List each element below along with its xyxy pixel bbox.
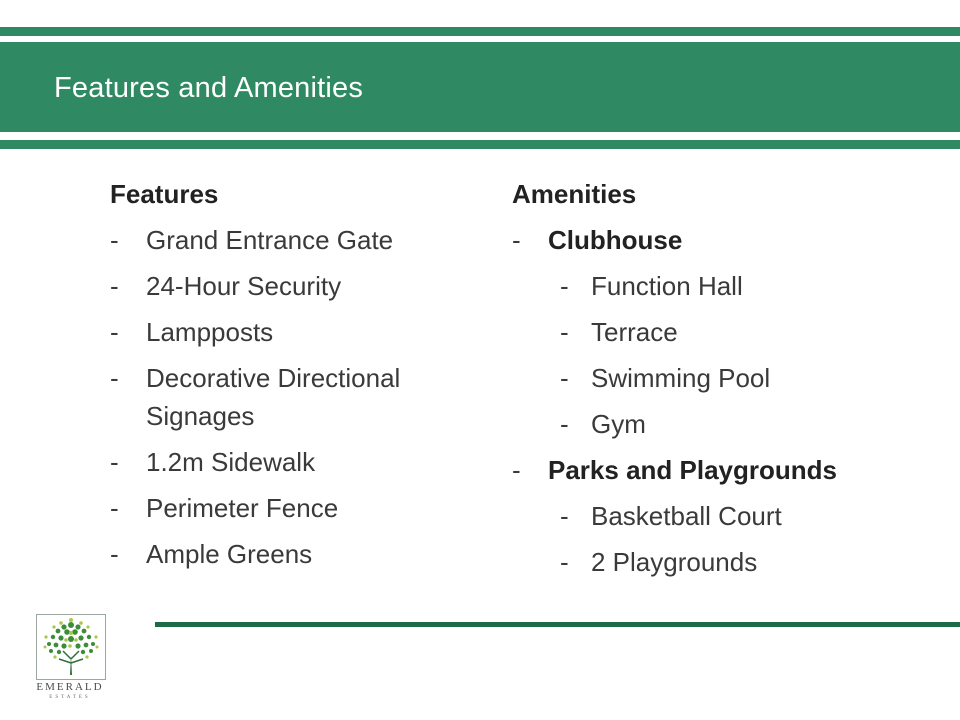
feature-item-label: 24-Hour Security [146, 271, 342, 301]
amenity-group-label: Parks and Playgrounds [548, 455, 837, 485]
feature-item-label: 1.2m Sidewalk [146, 447, 316, 477]
bullet-dash: - [560, 317, 569, 347]
footer-divider [155, 622, 960, 627]
amenity-sub-item-label: Function Hall [591, 271, 743, 301]
amenity-sub-item-label: Basketball Court [591, 501, 782, 531]
amenities-heading: Amenities [512, 179, 637, 209]
feature-item-label: Decorative Directional Signages [146, 363, 401, 431]
amenity-sub-item [512, 267, 932, 305]
bullet-dash: - [110, 363, 119, 393]
amenity-sub-item-label: 2 Playgrounds [591, 547, 758, 577]
bullet-dash: - [110, 447, 119, 477]
feature-item-label: Ample Greens [146, 539, 313, 569]
feature-item [110, 535, 470, 573]
amenity-sub-item-label: Swimming Pool [591, 363, 771, 393]
feature-item-label: Grand Entrance Gate [146, 225, 394, 255]
feature-item [110, 489, 470, 527]
header-top-stripe [0, 27, 960, 36]
bullet-dash: - [560, 271, 569, 301]
feature-item [110, 313, 470, 351]
features-column [110, 175, 470, 581]
bullet-dash: - [560, 363, 569, 393]
feature-item [110, 359, 470, 435]
slide-title: Features and Amenities [54, 72, 364, 104]
bullet-dash: - [110, 539, 119, 569]
feature-item-label: Lampposts [146, 317, 274, 347]
bullet-dash: - [110, 493, 119, 523]
bullet-dash: - [110, 271, 119, 301]
bullet-dash: - [110, 225, 119, 255]
bullet-dash: - [512, 455, 521, 485]
tree-icon [37, 615, 105, 679]
feature-item [110, 267, 470, 305]
header-bottom-stripe [0, 140, 960, 149]
amenity-sub-item [512, 359, 932, 397]
logo-brand-text: EMERALD [36, 681, 104, 693]
bullet-dash: - [512, 225, 521, 255]
amenity-sub-item-label: Gym [591, 409, 646, 439]
features-heading: Features [110, 179, 219, 209]
amenity-sub-item [512, 497, 932, 535]
amenities-column [512, 175, 932, 589]
logo-sub-text: ESTATES [49, 695, 91, 700]
amenity-group-label: Clubhouse [548, 225, 683, 255]
amenity-sub-item [512, 405, 932, 443]
feature-item [110, 443, 470, 481]
bullet-dash: - [560, 547, 569, 577]
feature-item [110, 221, 470, 259]
feature-item-label: Perimeter Fence [146, 493, 339, 523]
amenity-sub-item [512, 313, 932, 351]
bullet-dash: - [560, 501, 569, 531]
emerald-logo [36, 614, 106, 680]
amenity-group [512, 451, 932, 489]
bullet-dash: - [110, 317, 119, 347]
amenity-group [512, 221, 932, 259]
amenity-sub-item-label: Terrace [591, 317, 678, 347]
bullet-dash: - [560, 409, 569, 439]
amenity-sub-item [512, 543, 932, 581]
